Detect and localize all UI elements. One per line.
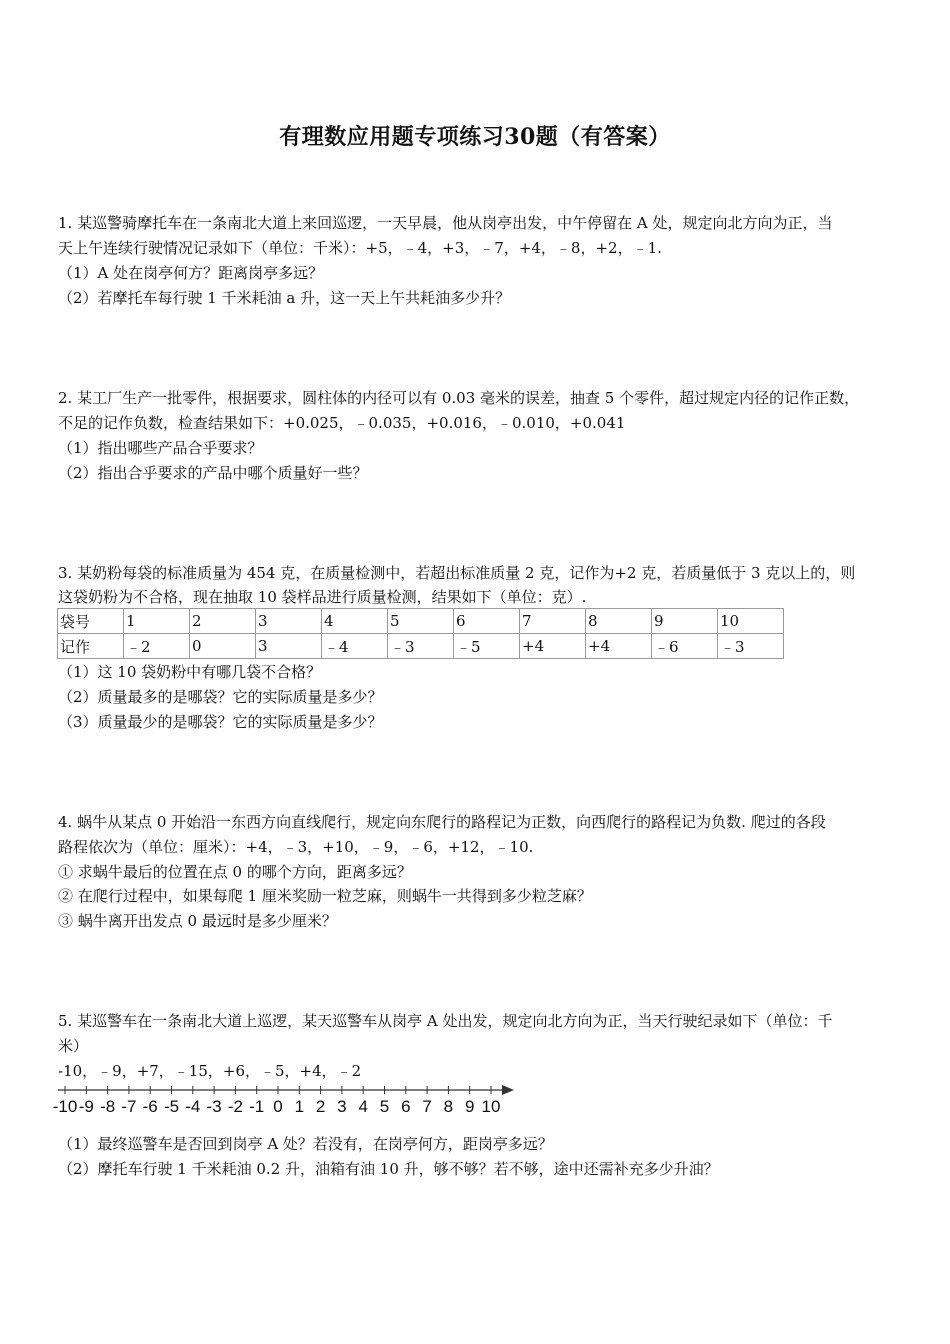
number-line-label: 8 xyxy=(443,1097,454,1116)
table-row-recorded xyxy=(58,634,784,659)
number-line-label: 9 xyxy=(464,1097,475,1116)
table-cell: 6 xyxy=(454,609,520,634)
q4-text-line1: 4. 蜗牛从某点 0 开始沿一东西方向直线爬行，规定向东爬行的路程记为正数，向西爬行的路程记为负数. 爬过的各段 xyxy=(58,813,826,831)
q3-sub2: （2）质量最多的是哪袋？它的实际质量是多少？ xyxy=(58,688,383,706)
table-cell: ﹣6 xyxy=(652,634,718,659)
q5-sub2: （2）摩托车行驶 1 千米耗油 0.2 升，油箱有油 10 升，够不够？若不够，途中还需补充多少升油？ xyxy=(58,1160,719,1178)
q2-sub2: （2）指出合乎要求的产品中哪个质量好一些？ xyxy=(58,464,368,482)
table-cell: 袋号 xyxy=(58,609,124,634)
number-line-label: 5 xyxy=(379,1097,390,1116)
number-line-label: -8 xyxy=(100,1097,116,1116)
q5-text-line1: 5. 某巡警车在一条南北大道上巡逻，某天巡警车从岗亭 A 处出发，规定向北方向为正，当天行驶纪录如下（单位：千 xyxy=(58,1012,833,1030)
q2-sub1: （1）指出哪些产品合乎要求？ xyxy=(58,439,263,457)
number-line-label: 0 xyxy=(273,1097,283,1116)
table-cell: 0 xyxy=(190,634,256,659)
number-line-label: 4 xyxy=(358,1097,368,1116)
q4-sub3: ③ 蜗牛离开出发点 0 最远时是多少厘米？ xyxy=(58,912,337,930)
milk-powder-table xyxy=(57,608,784,659)
number-line-label: -6 xyxy=(142,1097,158,1116)
number-line-label: 10 xyxy=(481,1097,501,1116)
number-line-label: -9 xyxy=(78,1097,94,1116)
table-cell: 3 xyxy=(256,609,322,634)
q3-sub3: （3）质量最少的是哪袋？它的实际质量是多少？ xyxy=(58,713,383,731)
arrow-right-icon xyxy=(502,1085,514,1095)
number-line-label: 7 xyxy=(422,1097,432,1116)
q1-sub2: （2）若摩托车每行驶 1 千米耗油 a 升，这一天上午共耗油多少升？ xyxy=(58,289,511,307)
table-row-bag-number xyxy=(58,609,784,634)
table-cell: 10 xyxy=(718,609,784,634)
number-line-label: 1 xyxy=(294,1097,305,1116)
q5-sub1: （1）最终巡警车是否回到岗亭 A 处？若没有，在岗亭何方，距岗亭多远？ xyxy=(58,1135,553,1153)
table-cell: 3 xyxy=(256,634,322,659)
q1-text-line2: 天上午连续行驶情况记录如下（单位：千米）：+5，﹣4，+3，﹣7，+4，﹣8，+2，﹣1. xyxy=(58,239,662,257)
q4-sub2: ② 在爬行过程中，如果每爬 1 厘米奖励一粒芝麻，则蜗牛一共得到多少粒芝麻？ xyxy=(58,887,592,905)
q4-sub1: ① 求蜗牛最后的位置在点 0 的哪个方向，距离多远？ xyxy=(58,863,412,881)
table-cell: +4 xyxy=(520,634,586,659)
q2-text-line1: 2. 某工厂生产一批零件，根据要求，圆柱体的内径可以有 0.03 毫米的误差，抽查 5 个零件，超过规定内径的记作正数， xyxy=(58,389,860,407)
table-cell: ﹣5 xyxy=(454,634,520,659)
number-line-label: -4 xyxy=(185,1097,201,1116)
table-cell: 8 xyxy=(586,609,652,634)
q1-text-line1: 1. 某巡警骑摩托车在一条南北大道上来回巡逻，一天早晨，他从岗亭出发，中午停留在 A 处，规定向北方向为正，当 xyxy=(58,214,833,232)
q3-text-line1: 3. 某奶粉每袋的标准质量为 454 克，在质量检测中，若超出标准质量 2 克，记作为+2 克，若质量低于 3 克以上的，则 xyxy=(58,564,856,582)
q2-text-line2: 不足的记作负数，检查结果如下：+0.025，﹣0.035，+0.016，﹣0.010，+0.041 xyxy=(58,414,626,432)
number-line-label: 2 xyxy=(315,1097,326,1116)
table-cell: ﹣4 xyxy=(322,634,388,659)
q5-text-line3: -10，﹣9，+7，﹣15，+6，﹣5，+4，﹣2 xyxy=(58,1062,362,1080)
table-cell: 7 xyxy=(520,609,586,634)
q5-text-line2: 米） xyxy=(58,1037,89,1055)
number-line-label: -10 xyxy=(52,1097,78,1116)
table-cell: ﹣3 xyxy=(388,634,454,659)
table-cell: 2 xyxy=(190,609,256,634)
table-cell: 1 xyxy=(124,609,190,634)
number-line-label: -7 xyxy=(121,1097,137,1116)
q3-sub1: （1）这 10 袋奶粉中有哪几袋不合格？ xyxy=(58,663,322,681)
table-cell: ﹣2 xyxy=(124,634,190,659)
number-line-label: -5 xyxy=(163,1097,180,1116)
number-line-label: -3 xyxy=(206,1097,222,1116)
q4-text-line2: 路程依次为（单位：厘米）：+4，﹣3，+10，﹣9，﹣6，+12，﹣10. xyxy=(58,838,534,856)
table-cell: 4 xyxy=(322,609,388,634)
number-line-label: 3 xyxy=(337,1097,347,1116)
q1-sub1: （1）A 处在岗亭何方？距离岗亭多远？ xyxy=(58,264,324,282)
table-cell: 9 xyxy=(652,609,718,634)
table-cell: +4 xyxy=(586,634,652,659)
number-line-label: 6 xyxy=(401,1097,411,1116)
number-line-label: -1 xyxy=(249,1097,265,1116)
number-line-figure xyxy=(52,1085,518,1116)
table-cell: ﹣3 xyxy=(718,634,784,659)
table-cell: 5 xyxy=(388,609,454,634)
page-title: 有理数应用题专项练习30题（有答案） xyxy=(279,124,671,150)
number-line-svg xyxy=(52,1085,518,1116)
table-cell: 记作 xyxy=(58,634,124,659)
q3-text-line2: 这袋奶粉为不合格，现在抽取 10 袋样品进行质量检测，结果如下（单位：克）. xyxy=(58,588,587,606)
number-line-label: -2 xyxy=(227,1097,243,1116)
